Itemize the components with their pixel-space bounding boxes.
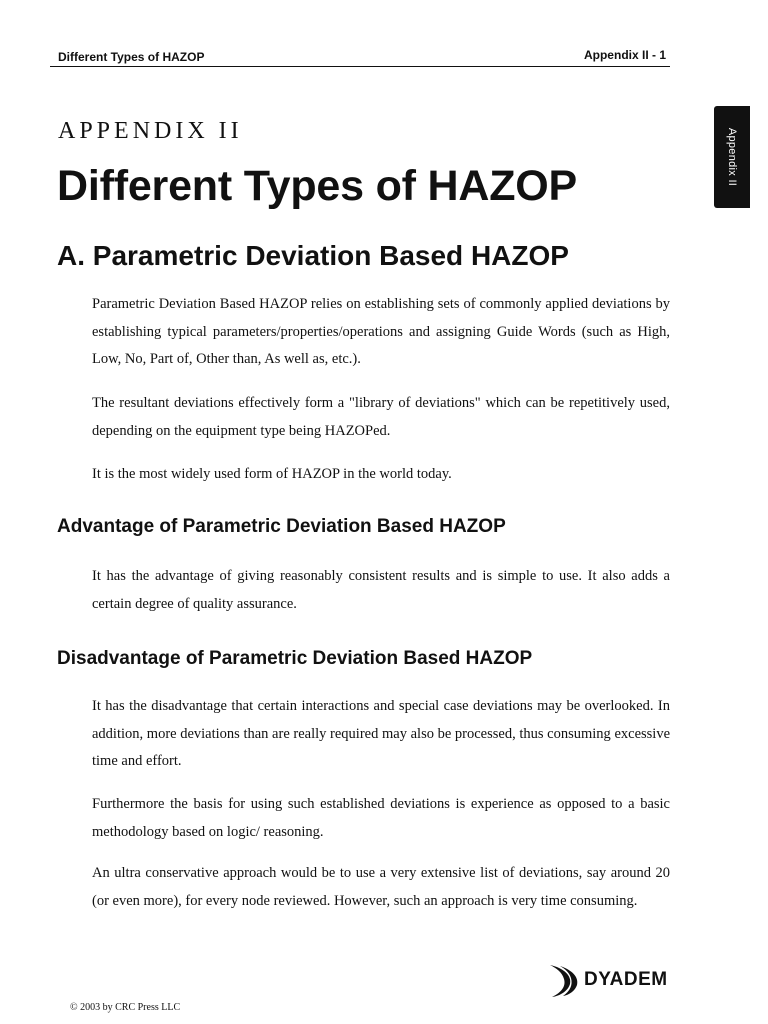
disadvantage-heading: Disadvantage of Parametric Deviation Based HAZOP [57, 648, 533, 669]
paragraph-conservative: An ultra conservative approach would be to use a very extensive list of deviations, say around 20 (or even more), for every node reviewed. However, such an approach is very time consuming. [92, 865, 670, 909]
section-a-heading: A. Parametric Deviation Based HAZOP [57, 240, 569, 271]
advantage-heading: Advantage of Parametric Deviation Based HAZOP [57, 516, 506, 537]
paragraph-intro: Parametric Deviation Based HAZOP relies on establishing sets of commonly applied deviations by establishing typical parameters/properties/operations and assigning Guide Words (such as High, Low, No, Part of, Other than, As well as, etc.). [92, 296, 670, 367]
appendix-side-tab [714, 106, 750, 208]
header-page-number: Appendix II - 1 [583, 48, 666, 62]
header-title: Different Types of HAZOP [58, 50, 205, 64]
paragraph-basis: Furthermore the basis for using such established deviations is experience as opposed to a basic methodology based on logic/ reasoning. [92, 796, 670, 840]
running-header [50, 48, 670, 67]
paragraph-advantage: It has the advantage of giving reasonably consistent results and is simple to use. It also adds a certain degree of quality assurance. [92, 568, 670, 612]
paragraph-widely-used: It is the most widely used form of HAZOP in the world today. [92, 466, 452, 482]
page-title: Different Types of HAZOP [57, 162, 577, 210]
dyadem-logo [548, 962, 668, 998]
paragraph-disadvantage: It has the disadvantage that certain interactions and special case deviations may be overlooked. In addition, more deviations than are really required may also be processed, thus consuming excessive time and effort. [92, 698, 670, 769]
copyright-notice: © 2003 by CRC Press LLC [70, 1002, 181, 1013]
appendix-kicker: APPENDIX II [58, 118, 243, 144]
side-tab-label: Appendix II [726, 127, 738, 187]
paragraph-library: The resultant deviations effectively form a "library of deviations" which can be repetitively used, depending on the equipment type being HAZOPed. [92, 395, 670, 439]
dyadem-swoosh-icon [548, 962, 582, 998]
logo-wordmark: DYADEM [584, 969, 668, 990]
